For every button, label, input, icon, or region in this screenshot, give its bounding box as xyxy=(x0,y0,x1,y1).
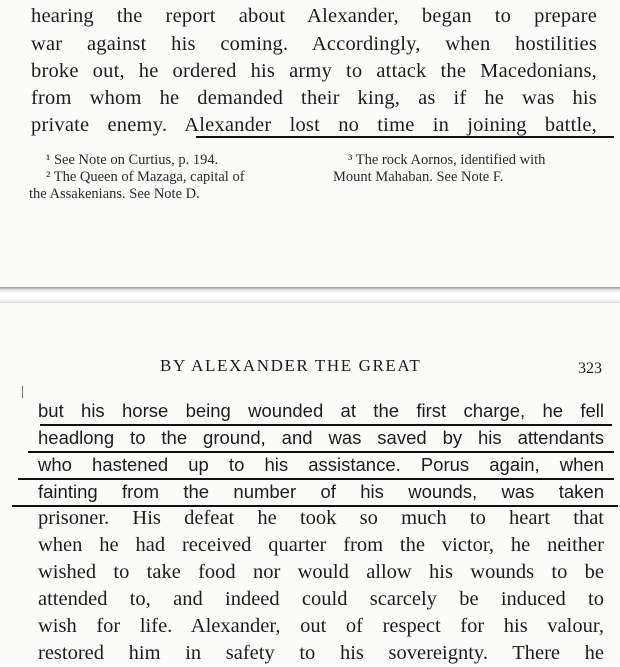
underline-mark xyxy=(196,136,614,138)
page-number: 323 xyxy=(578,360,602,377)
body-line: headlong to the ground, and was saved by his attendants xyxy=(38,427,604,448)
body-line: prisoner. His defeat he took so much to heart that xyxy=(38,507,604,529)
body-line: wish for life. Alexander, out of respect for his valour, xyxy=(38,615,604,637)
body-line: wished to take food nor would allow his wounds to be xyxy=(38,561,604,583)
footnote-1: ¹ See Note on Curtius, p. 194. xyxy=(46,152,219,168)
body-line: restored him in safety to his sovereignty. There he xyxy=(38,642,604,664)
body-line: but his horse being wounded at the first charge, he fell xyxy=(38,400,604,421)
body-line: fainting from the number of his wounds, was taken xyxy=(38,481,604,502)
top-page xyxy=(0,0,620,287)
body-line: war against his coming. Accordingly, when hostilities xyxy=(31,33,597,55)
footnote-3: ³ The rock Aornos, identified with xyxy=(348,152,546,168)
footnote-2: ² The Queen of Mazaga, capital of xyxy=(46,169,245,185)
body-line: when he had received quarter from the victor, he neither xyxy=(38,534,604,556)
body-line: broke out, he ordered his army to attack the Macedonians, xyxy=(31,60,597,82)
body-line: who hastened up to his assistance. Porus again, when xyxy=(38,454,604,475)
page-separator xyxy=(0,287,620,303)
body-line: private enemy. Alexander lost no time in joining battle, xyxy=(31,114,597,136)
margin-mark xyxy=(22,386,23,398)
footnote-2-cont: the Assakenians. See Note D. xyxy=(29,186,200,202)
running-head: BY ALEXANDER THE GREAT xyxy=(160,356,422,375)
footnote-3-cont: Mount Mahaban. See Note F. xyxy=(333,169,504,185)
body-line: from whom he demanded their king, as if he was his xyxy=(31,87,597,109)
body-line: attended to, and indeed could scarcely be induced to xyxy=(38,588,604,610)
body-line: hearing the report about Alexander, began to prepare xyxy=(31,5,597,27)
